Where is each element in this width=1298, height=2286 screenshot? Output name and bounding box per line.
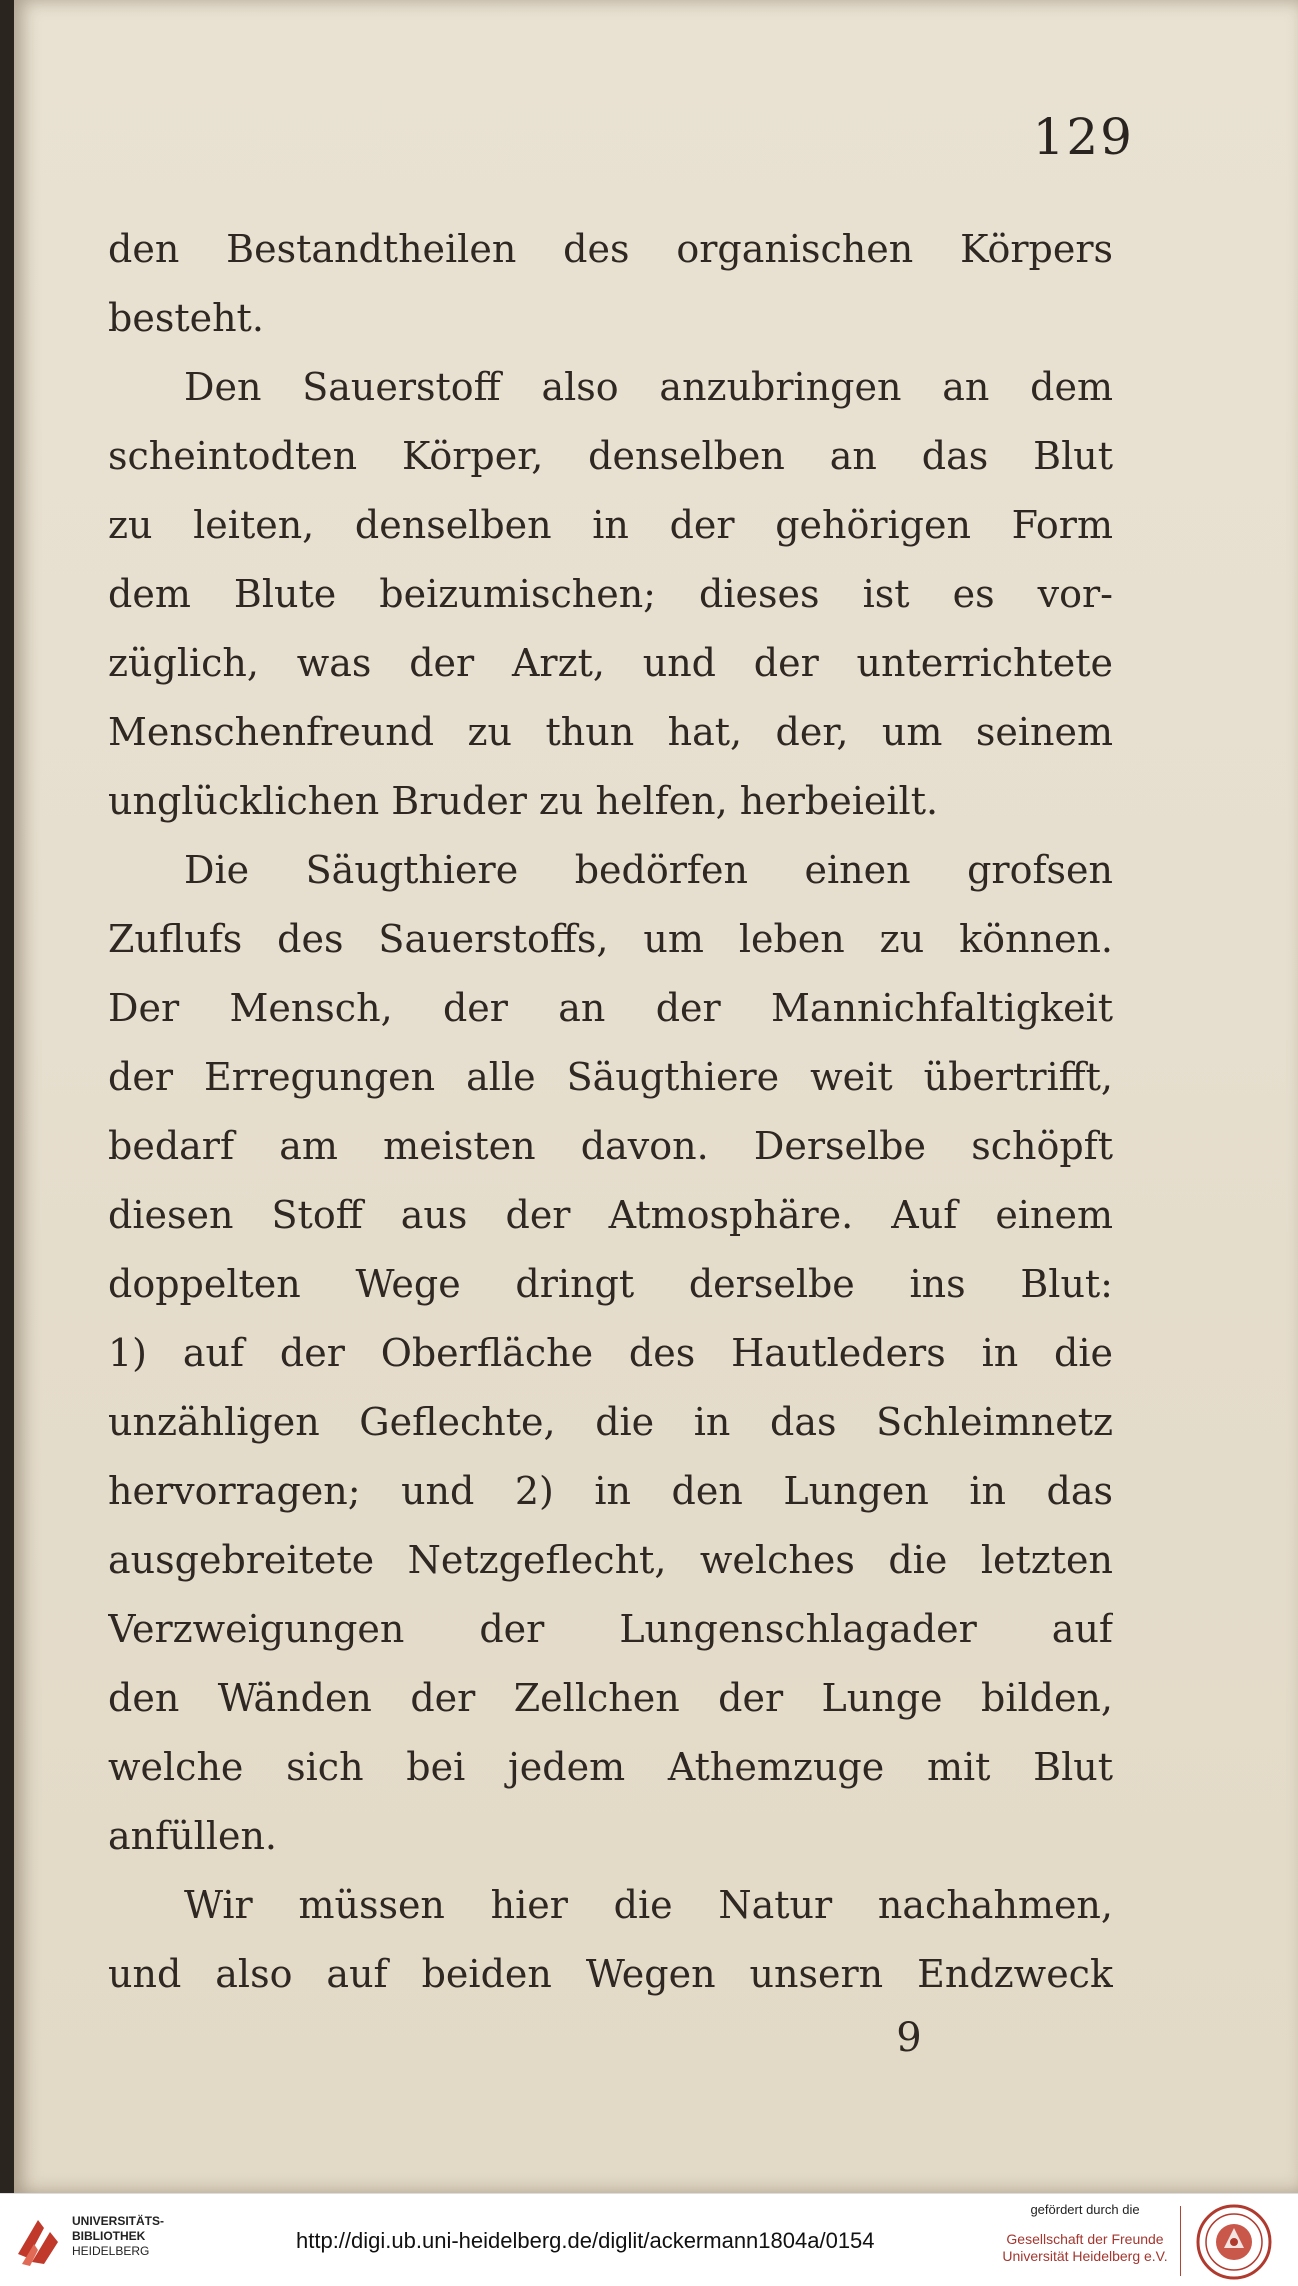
text-line: besteht. — [108, 296, 264, 340]
sponsor-block — [1000, 2202, 1170, 2265]
text-line: 1) auf der Oberfläche des Hautleders in die — [108, 1331, 1113, 1375]
text-line: diesen Stoff aus der Atmosphäre. Auf einem — [108, 1193, 1113, 1237]
ub-heidelberg-logo-icon[interactable] — [14, 2214, 62, 2268]
page-number: 129 — [1032, 108, 1134, 166]
text-line: zu leiten, denselben in der gehörigen Form — [108, 503, 1113, 547]
text-line: unzähligen Geflechte, die in das Schleimnetz — [108, 1400, 1113, 1444]
book-page — [14, 0, 1298, 2193]
text-line: Zuflufs des Sauerstoffs, um leben zu können. — [108, 917, 1113, 961]
text-line: welche sich bei jedem Athemzuge mit Blut — [108, 1745, 1113, 1789]
library-name-line2: BIBLIOTHEK — [72, 2229, 146, 2243]
text-line: doppelten Wege dringt derselbe ins Blut: — [108, 1262, 1113, 1306]
text-block — [108, 215, 1113, 2009]
footer-divider — [1180, 2206, 1181, 2276]
signature-mark: 9 — [896, 2015, 922, 2061]
text-line: Den Sauerstoff also anzubringen an dem — [184, 365, 1113, 409]
university-seal-icon[interactable] — [1196, 2204, 1272, 2280]
text-line: Der Mensch, der an der Mannichfaltigkeit — [108, 986, 1113, 1030]
text-line: dem Blute beizumischen; dieses ist es vor- — [108, 572, 1113, 616]
sponsor-caption: gefördert durch die — [1030, 2202, 1140, 2217]
text-line: Menschenfreund zu thun hat, der, um seinem — [108, 710, 1113, 754]
library-name-line1: UNIVERSITÄTS- — [72, 2214, 165, 2228]
text-line: der Erregungen alle Säugthiere weit übertrifft, — [108, 1055, 1113, 1099]
text-line: züglich, was der Arzt, und der unterrichtete — [108, 641, 1113, 685]
text-line: hervorragen; und 2) in den Lungen in das — [108, 1469, 1113, 1513]
text-line: scheintodten Körper, denselben an das Blut — [108, 434, 1113, 478]
library-name — [72, 2214, 164, 2259]
text-line: anfüllen. — [108, 1814, 278, 1858]
text-line: ausgebreitete Netzgeflecht, welches die letzten — [108, 1538, 1113, 1582]
text-line: Verzweigungen der Lungenschlagader auf — [108, 1607, 1113, 1651]
library-city: HEIDELBERG — [72, 2244, 150, 2258]
sponsor-name-line2: Universität Heidelberg e.V. — [1002, 2248, 1168, 2264]
text-line: unglücklichen Bruder zu helfen, herbeieilt. — [108, 779, 939, 823]
permalink-url[interactable]: http://digi.ub.uni-heidelberg.de/diglit/ackermann1804a/0154 — [296, 2228, 875, 2253]
text-line: Wir müssen hier die Natur nachahmen, — [184, 1883, 1113, 1927]
text-line: und also auf beiden Wegen unsern Endzweck — [108, 1952, 1113, 1996]
text-line: Die Säugthiere bedörfen einen grofsen — [184, 848, 1113, 892]
text-line: den Wänden der Zellchen der Lunge bilden, — [108, 1676, 1113, 1720]
text-line: bedarf am meisten davon. Derselbe schöpft — [108, 1124, 1113, 1168]
sponsor-name-line1: Gesellschaft der Freunde — [1006, 2231, 1164, 2247]
text-line: den Bestandtheilen des organischen Körpers — [108, 227, 1113, 271]
footer-bar — [0, 2193, 1298, 2286]
